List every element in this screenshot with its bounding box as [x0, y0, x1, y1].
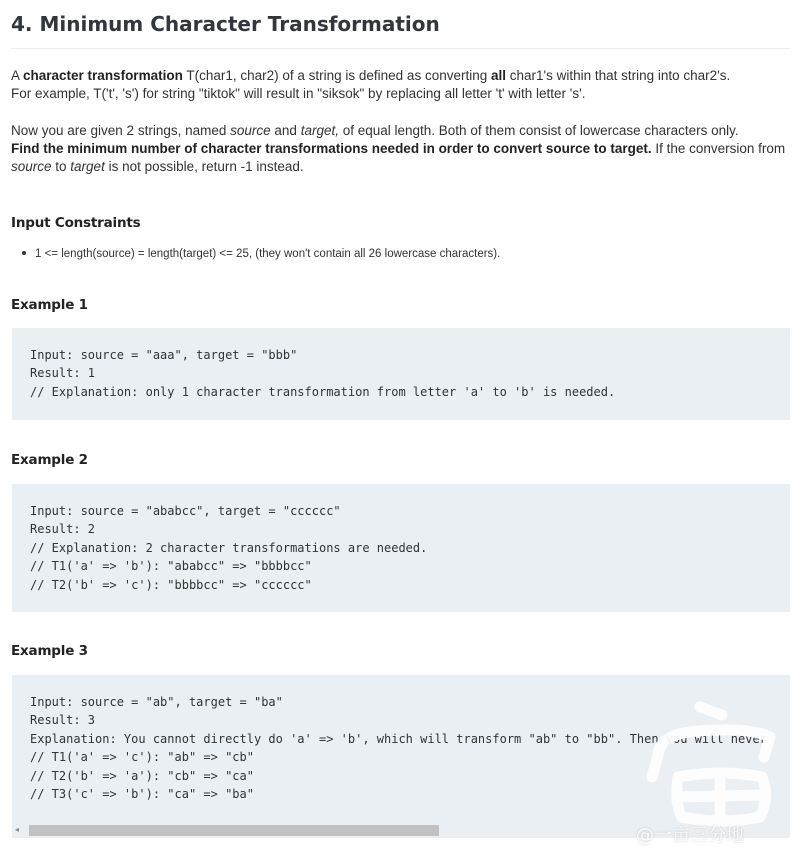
code-line: Result: 3 [30, 713, 96, 728]
watermark-logo [630, 685, 795, 843]
intro-text-c: char1's within that string into char2's. [506, 68, 731, 83]
code-line: // Explanation: only 1 character transformation from letter 'a' to 'b' is needed. [30, 384, 616, 399]
code-line: // T2('b' => 'a'): "cb" => "ca" [30, 768, 254, 783]
task-text-d: If the conversion from [651, 141, 786, 156]
bullet-icon [22, 251, 26, 255]
task-text-e: to [51, 159, 71, 174]
task-source: source [230, 123, 271, 138]
code-line: Result: 2 [30, 522, 96, 537]
code-line: // Explanation: 2 character transformations are needed. [30, 540, 428, 555]
problem-title: 4. Minimum Character Transformation [11, 12, 440, 36]
task-text-b: and [270, 123, 301, 138]
constraints-heading: Input Constraints [11, 215, 141, 231]
example-3-heading: Example 3 [11, 643, 88, 659]
intro-text-b: T(char1, char2) of a string is defined as converting [182, 68, 491, 83]
example-2-code-block [12, 484, 790, 612]
example-1-code-block [12, 328, 790, 420]
task-target: target, [300, 123, 339, 138]
code-line: Result: 1 [30, 366, 96, 381]
intro-paragraph [11, 67, 786, 103]
example-1-heading: Example 1 [11, 297, 88, 313]
constraint-item [22, 245, 500, 263]
task-paragraph [11, 122, 786, 176]
task-bold: Find the minimum number of character transformations needed in order to convert source to target. [11, 141, 652, 156]
task-text-f: is not possible, return -1 instead. [104, 159, 304, 174]
scroll-left-icon[interactable]: ◂ [15, 825, 20, 834]
task-source-2: source [11, 159, 52, 174]
scrollbar-thumb[interactable] [29, 825, 439, 836]
intro-text-a: A [11, 68, 24, 83]
code-line: Input: source = "ab", target = "ba" [30, 695, 283, 709]
intro-term: character transformation [23, 68, 183, 83]
code-line: // T2('b' => 'c'): "bbbbcc" => "cccccc" [30, 577, 312, 592]
example-2-heading: Example 2 [11, 452, 88, 468]
task-text-a: Now you are given 2 strings, named [11, 123, 231, 138]
code-line: // T1('a' => 'c'): "ab" => "cb" [30, 750, 254, 765]
intro-example: For example, T('t', 's') for string "tiktok" will result in "siksok" by replacing all letter 't' with letter 's'. [11, 86, 586, 101]
constraint-text: 1 <= length(source) = length(target) <= 25, (they won't contain all 26 lowercase characters). [35, 248, 501, 260]
code-line: Input: source = "ababcc", target = "cccccc" [30, 504, 341, 518]
code-line: // T3('c' => 'b'): "ca" => "ba" [30, 786, 254, 801]
code-line: Explanation: You cannot directly do 'a' => 'b', which will transform "ab" to "bb". Then you will never [30, 731, 767, 746]
task-text-c: of equal length. Both of them consist of lowercase characters only. [338, 123, 739, 138]
code-line: Input: source = "aaa", target = "bbb" [30, 348, 298, 362]
intro-all: all [490, 68, 506, 83]
task-target-2: target [70, 159, 105, 174]
title-divider [11, 48, 791, 49]
code-line: // T1('a' => 'b'): "ababcc" => "bbbbcc" [30, 559, 312, 574]
watermark-text: @一亩三分地 [636, 825, 744, 846]
